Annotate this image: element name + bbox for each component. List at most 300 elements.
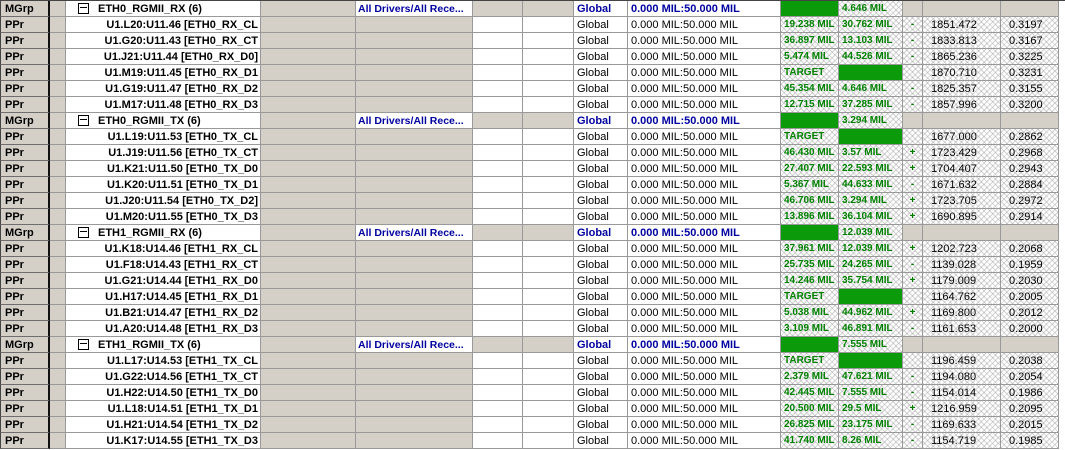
drivers-receivers-cell[interactable] — [356, 193, 473, 209]
object-name-cell[interactable] — [66, 209, 261, 225]
delta-value-cell[interactable]: TARGET — [781, 129, 839, 145]
delta-value-cell[interactable] — [781, 337, 839, 353]
margin-value-cell[interactable] — [839, 65, 903, 81]
empty-cell-a[interactable] — [473, 289, 523, 305]
object-name-cell[interactable] — [66, 81, 261, 97]
empty-cell-a[interactable] — [473, 369, 523, 385]
delay-rule-cell[interactable]: 0.000 MIL:50.000 MIL — [628, 209, 781, 225]
margin-value-cell[interactable]: 8.26 MIL — [839, 433, 903, 449]
delta-value-cell[interactable]: 27.407 MIL — [781, 161, 839, 177]
empty-cell-b[interactable] — [523, 97, 574, 113]
actual-length-cell[interactable]: 1164.762 — [923, 289, 1001, 305]
row-type-cell[interactable]: MGrp — [0, 337, 50, 353]
delta-value-cell[interactable]: TARGET — [781, 289, 839, 305]
margin-value-cell[interactable]: 3.57 MIL — [839, 145, 903, 161]
empty-cell-a[interactable] — [473, 241, 523, 257]
empty-cell-a[interactable] — [473, 273, 523, 289]
object-name-cell[interactable] — [66, 129, 261, 145]
drivers-receivers-cell[interactable] — [356, 257, 473, 273]
actual-length-cell[interactable]: 1179.009 — [923, 273, 1001, 289]
actual-length-cell[interactable]: 1154.014 — [923, 385, 1001, 401]
empty-cell-a[interactable] — [473, 225, 523, 241]
ratio-cell[interactable]: 0.2943 — [1001, 161, 1059, 177]
margin-value-cell[interactable]: 46.891 MIL — [839, 321, 903, 337]
sign-cell[interactable]: + — [903, 209, 923, 225]
empty-cell-b[interactable] — [523, 369, 574, 385]
object-name-cell[interactable] — [66, 385, 261, 401]
actual-length-cell[interactable]: 1169.800 — [923, 305, 1001, 321]
margin-value-cell[interactable]: 30.762 MIL — [839, 17, 903, 33]
margin-value-cell[interactable]: 3.294 MIL — [839, 193, 903, 209]
empty-cell-b[interactable] — [523, 385, 574, 401]
scope-cell[interactable]: Global — [574, 1, 628, 17]
actual-length-cell[interactable] — [923, 1, 1001, 17]
scope-cell[interactable]: Global — [574, 289, 628, 305]
sign-cell[interactable]: - — [903, 433, 923, 449]
drivers-receivers-cell[interactable]: All Drivers/All Rece... — [356, 113, 473, 129]
empty-cell-b[interactable] — [523, 33, 574, 49]
delta-value-cell[interactable] — [781, 225, 839, 241]
scope-cell[interactable]: Global — [574, 305, 628, 321]
margin-value-cell[interactable]: 35.754 MIL — [839, 273, 903, 289]
delta-value-cell[interactable]: TARGET — [781, 353, 839, 369]
row-type-cell[interactable]: PPr — [0, 177, 50, 193]
delay-rule-cell[interactable]: 0.000 MIL:50.000 MIL — [628, 193, 781, 209]
empty-cell-b[interactable] — [523, 193, 574, 209]
margin-value-cell[interactable]: 37.285 MIL — [839, 97, 903, 113]
sign-cell[interactable] — [903, 1, 923, 17]
empty-cell-a[interactable] — [473, 321, 523, 337]
delay-rule-cell[interactable]: 0.000 MIL:50.000 MIL — [628, 33, 781, 49]
row-type-cell[interactable]: PPr — [0, 33, 50, 49]
delta-value-cell[interactable] — [781, 1, 839, 17]
margin-value-cell[interactable]: 44.526 MIL — [839, 49, 903, 65]
scope-cell[interactable]: Global — [574, 241, 628, 257]
delta-value-cell[interactable]: 37.961 MIL — [781, 241, 839, 257]
delay-rule-cell[interactable]: 0.000 MIL:50.000 MIL — [628, 97, 781, 113]
ratio-cell[interactable]: 0.3167 — [1001, 33, 1059, 49]
delay-rule-cell[interactable]: 0.000 MIL:50.000 MIL — [628, 305, 781, 321]
empty-cell-b[interactable] — [523, 225, 574, 241]
sign-cell[interactable]: - — [903, 417, 923, 433]
scope-cell[interactable]: Global — [574, 33, 628, 49]
sign-cell[interactable] — [903, 289, 923, 305]
ratio-cell[interactable]: 0.3155 — [1001, 81, 1059, 97]
sign-cell[interactable]: + — [903, 161, 923, 177]
actual-length-cell[interactable]: 1825.357 — [923, 81, 1001, 97]
actual-length-cell[interactable]: 1723.429 — [923, 145, 1001, 161]
drivers-receivers-cell[interactable] — [356, 129, 473, 145]
delay-rule-cell[interactable]: 0.000 MIL:50.000 MIL — [628, 65, 781, 81]
actual-length-cell[interactable]: 1857.996 — [923, 97, 1001, 113]
object-name-cell[interactable] — [66, 337, 261, 353]
drivers-receivers-cell[interactable] — [356, 161, 473, 177]
delta-value-cell[interactable]: 36.897 MIL — [781, 33, 839, 49]
delay-rule-cell[interactable]: 0.000 MIL:50.000 MIL — [628, 81, 781, 97]
drivers-receivers-cell[interactable]: All Drivers/All Rece... — [356, 337, 473, 353]
row-type-cell[interactable]: PPr — [0, 273, 50, 289]
delta-value-cell[interactable] — [781, 113, 839, 129]
actual-length-cell[interactable]: 1139.028 — [923, 257, 1001, 273]
actual-length-cell[interactable] — [923, 113, 1001, 129]
empty-cell-b[interactable] — [523, 241, 574, 257]
object-name-cell[interactable] — [66, 225, 261, 241]
scope-cell[interactable]: Global — [574, 49, 628, 65]
row-type-cell[interactable]: PPr — [0, 81, 50, 97]
sign-cell[interactable]: - — [903, 257, 923, 273]
empty-cell-b[interactable] — [523, 417, 574, 433]
ratio-cell[interactable]: 0.3225 — [1001, 49, 1059, 65]
ratio-cell[interactable]: 0.1985 — [1001, 433, 1059, 449]
empty-cell-b[interactable] — [523, 177, 574, 193]
ratio-cell[interactable]: 0.2862 — [1001, 129, 1059, 145]
object-name-cell[interactable] — [66, 321, 261, 337]
actual-length-cell[interactable]: 1202.723 — [923, 241, 1001, 257]
sign-cell[interactable] — [903, 113, 923, 129]
margin-value-cell[interactable]: 36.104 MIL — [839, 209, 903, 225]
ratio-cell[interactable]: 0.3231 — [1001, 65, 1059, 81]
empty-cell-a[interactable] — [473, 385, 523, 401]
empty-cell-b[interactable] — [523, 17, 574, 33]
delta-value-cell[interactable]: 2.379 MIL — [781, 369, 839, 385]
actual-length-cell[interactable]: 1851.472 — [923, 17, 1001, 33]
ratio-cell[interactable]: 0.3200 — [1001, 97, 1059, 113]
row-type-cell[interactable]: PPr — [0, 129, 50, 145]
object-name-cell[interactable] — [66, 417, 261, 433]
delta-value-cell[interactable]: 12.715 MIL — [781, 97, 839, 113]
object-name-cell[interactable] — [66, 401, 261, 417]
empty-cell-a[interactable] — [473, 433, 523, 449]
sign-cell[interactable]: + — [903, 193, 923, 209]
row-type-cell[interactable]: PPr — [0, 65, 50, 81]
delay-rule-cell[interactable]: 0.000 MIL:50.000 MIL — [628, 401, 781, 417]
sign-cell[interactable]: + — [903, 273, 923, 289]
delay-rule-cell[interactable]: 0.000 MIL:50.000 MIL — [628, 225, 781, 241]
sign-cell[interactable]: + — [903, 145, 923, 161]
empty-cell-a[interactable] — [473, 209, 523, 225]
row-type-cell[interactable]: PPr — [0, 209, 50, 225]
empty-cell-b[interactable] — [523, 353, 574, 369]
empty-cell-b[interactable] — [523, 49, 574, 65]
actual-length-cell[interactable] — [923, 225, 1001, 241]
actual-length-cell[interactable]: 1870.710 — [923, 65, 1001, 81]
empty-cell-a[interactable] — [473, 305, 523, 321]
delay-rule-cell[interactable]: 0.000 MIL:50.000 MIL — [628, 17, 781, 33]
object-name-cell[interactable] — [66, 33, 261, 49]
drivers-receivers-cell[interactable]: All Drivers/All Rece... — [356, 225, 473, 241]
row-type-cell[interactable]: PPr — [0, 161, 50, 177]
delay-rule-cell[interactable]: 0.000 MIL:50.000 MIL — [628, 257, 781, 273]
object-name-cell[interactable] — [66, 49, 261, 65]
empty-cell-a[interactable] — [473, 49, 523, 65]
margin-value-cell[interactable]: 4.646 MIL — [839, 81, 903, 97]
empty-cell-a[interactable] — [473, 33, 523, 49]
ratio-cell[interactable]: 0.1959 — [1001, 257, 1059, 273]
empty-cell-a[interactable] — [473, 401, 523, 417]
margin-value-cell[interactable]: 4.646 MIL — [839, 1, 903, 17]
scope-cell[interactable]: Global — [574, 257, 628, 273]
scope-cell[interactable]: Global — [574, 369, 628, 385]
empty-cell-a[interactable] — [473, 417, 523, 433]
scope-cell[interactable]: Global — [574, 129, 628, 145]
scope-cell[interactable]: Global — [574, 225, 628, 241]
actual-length-cell[interactable] — [923, 337, 1001, 353]
object-name-cell[interactable] — [66, 177, 261, 193]
sign-cell[interactable]: - — [903, 49, 923, 65]
collapse-icon[interactable] — [78, 339, 89, 350]
empty-cell-b[interactable] — [523, 433, 574, 449]
actual-length-cell[interactable]: 1194.080 — [923, 369, 1001, 385]
scope-cell[interactable]: Global — [574, 113, 628, 129]
ratio-cell[interactable]: 0.2068 — [1001, 241, 1059, 257]
object-name-cell[interactable] — [66, 241, 261, 257]
sign-cell[interactable]: + — [903, 305, 923, 321]
row-type-cell[interactable]: PPr — [0, 289, 50, 305]
delta-value-cell[interactable]: 14.246 MIL — [781, 273, 839, 289]
scope-cell[interactable]: Global — [574, 433, 628, 449]
drivers-receivers-cell[interactable] — [356, 49, 473, 65]
delta-value-cell[interactable]: 25.735 MIL — [781, 257, 839, 273]
ratio-cell[interactable] — [1001, 225, 1059, 241]
delay-rule-cell[interactable]: 0.000 MIL:50.000 MIL — [628, 289, 781, 305]
row-type-cell[interactable]: PPr — [0, 17, 50, 33]
drivers-receivers-cell[interactable] — [356, 65, 473, 81]
empty-cell-a[interactable] — [473, 161, 523, 177]
actual-length-cell[interactable]: 1196.459 — [923, 353, 1001, 369]
object-name-cell[interactable] — [66, 433, 261, 449]
empty-cell-b[interactable] — [523, 257, 574, 273]
sign-cell[interactable]: + — [903, 241, 923, 257]
margin-value-cell[interactable]: 3.294 MIL — [839, 113, 903, 129]
delay-rule-cell[interactable]: 0.000 MIL:50.000 MIL — [628, 1, 781, 17]
delta-value-cell[interactable]: TARGET — [781, 65, 839, 81]
drivers-receivers-cell[interactable] — [356, 241, 473, 257]
delay-rule-cell[interactable]: 0.000 MIL:50.000 MIL — [628, 273, 781, 289]
margin-value-cell[interactable]: 44.962 MIL — [839, 305, 903, 321]
object-name-cell[interactable] — [66, 65, 261, 81]
empty-cell-b[interactable] — [523, 305, 574, 321]
empty-cell-b[interactable] — [523, 209, 574, 225]
ratio-cell[interactable]: 0.2914 — [1001, 209, 1059, 225]
delay-rule-cell[interactable]: 0.000 MIL:50.000 MIL — [628, 337, 781, 353]
drivers-receivers-cell[interactable] — [356, 321, 473, 337]
delta-value-cell[interactable]: 46.430 MIL — [781, 145, 839, 161]
scope-cell[interactable]: Global — [574, 17, 628, 33]
object-name-cell[interactable] — [66, 289, 261, 305]
sign-cell[interactable]: - — [903, 177, 923, 193]
ratio-cell[interactable]: 0.2968 — [1001, 145, 1059, 161]
delay-rule-cell[interactable]: 0.000 MIL:50.000 MIL — [628, 369, 781, 385]
empty-cell-b[interactable] — [523, 401, 574, 417]
ratio-cell[interactable]: 0.2884 — [1001, 177, 1059, 193]
object-name-cell[interactable] — [66, 305, 261, 321]
row-type-cell[interactable]: PPr — [0, 353, 50, 369]
sign-cell[interactable] — [903, 129, 923, 145]
scope-cell[interactable]: Global — [574, 401, 628, 417]
row-type-cell[interactable]: MGrp — [0, 225, 50, 241]
scope-cell[interactable]: Global — [574, 273, 628, 289]
actual-length-cell[interactable]: 1677.000 — [923, 129, 1001, 145]
delta-value-cell[interactable]: 5.038 MIL — [781, 305, 839, 321]
margin-value-cell[interactable]: 7.555 MIL — [839, 337, 903, 353]
row-type-cell[interactable]: PPr — [0, 305, 50, 321]
row-type-cell[interactable]: MGrp — [0, 1, 50, 17]
empty-cell-a[interactable] — [473, 353, 523, 369]
row-type-cell[interactable]: PPr — [0, 257, 50, 273]
empty-cell-b[interactable] — [523, 321, 574, 337]
scope-cell[interactable]: Global — [574, 417, 628, 433]
delay-rule-cell[interactable]: 0.000 MIL:50.000 MIL — [628, 417, 781, 433]
delay-rule-cell[interactable]: 0.000 MIL:50.000 MIL — [628, 177, 781, 193]
drivers-receivers-cell[interactable] — [356, 97, 473, 113]
delta-value-cell[interactable]: 45.354 MIL — [781, 81, 839, 97]
margin-value-cell[interactable] — [839, 289, 903, 305]
object-name-cell[interactable] — [66, 273, 261, 289]
margin-value-cell[interactable]: 22.593 MIL — [839, 161, 903, 177]
scope-cell[interactable]: Global — [574, 177, 628, 193]
scope-cell[interactable]: Global — [574, 337, 628, 353]
actual-length-cell[interactable]: 1833.813 — [923, 33, 1001, 49]
empty-cell-b[interactable] — [523, 273, 574, 289]
ratio-cell[interactable] — [1001, 1, 1059, 17]
delay-rule-cell[interactable]: 0.000 MIL:50.000 MIL — [628, 49, 781, 65]
scope-cell[interactable]: Global — [574, 145, 628, 161]
delay-rule-cell[interactable]: 0.000 MIL:50.000 MIL — [628, 353, 781, 369]
drivers-receivers-cell[interactable] — [356, 433, 473, 449]
empty-cell-a[interactable] — [473, 337, 523, 353]
empty-cell-b[interactable] — [523, 129, 574, 145]
row-type-cell[interactable]: PPr — [0, 433, 50, 449]
actual-length-cell[interactable]: 1690.895 — [923, 209, 1001, 225]
empty-cell-b[interactable] — [523, 1, 574, 17]
margin-value-cell[interactable]: 12.039 MIL — [839, 241, 903, 257]
scope-cell[interactable]: Global — [574, 161, 628, 177]
delay-rule-cell[interactable]: 0.000 MIL:50.000 MIL — [628, 113, 781, 129]
empty-cell-a[interactable] — [473, 177, 523, 193]
margin-value-cell[interactable]: 7.555 MIL — [839, 385, 903, 401]
row-type-cell[interactable]: PPr — [0, 241, 50, 257]
delay-rule-cell[interactable]: 0.000 MIL:50.000 MIL — [628, 241, 781, 257]
empty-cell-a[interactable] — [473, 97, 523, 113]
drivers-receivers-cell[interactable] — [356, 177, 473, 193]
drivers-receivers-cell[interactable] — [356, 273, 473, 289]
drivers-receivers-cell[interactable] — [356, 81, 473, 97]
scope-cell[interactable]: Global — [574, 193, 628, 209]
ratio-cell[interactable]: 0.2005 — [1001, 289, 1059, 305]
scope-cell[interactable]: Global — [574, 209, 628, 225]
sign-cell[interactable]: - — [903, 385, 923, 401]
actual-length-cell[interactable]: 1161.653 — [923, 321, 1001, 337]
ratio-cell[interactable] — [1001, 113, 1059, 129]
ratio-cell[interactable]: 0.2015 — [1001, 417, 1059, 433]
object-name-cell[interactable] — [66, 353, 261, 369]
sign-cell[interactable] — [903, 65, 923, 81]
margin-value-cell[interactable] — [839, 129, 903, 145]
row-type-cell[interactable]: PPr — [0, 145, 50, 161]
collapse-icon[interactable] — [78, 115, 89, 126]
ratio-cell[interactable]: 0.2000 — [1001, 321, 1059, 337]
empty-cell-a[interactable] — [473, 113, 523, 129]
empty-cell-a[interactable] — [473, 1, 523, 17]
collapse-icon[interactable] — [78, 227, 89, 238]
empty-cell-a[interactable] — [473, 65, 523, 81]
empty-cell-a[interactable] — [473, 145, 523, 161]
ratio-cell[interactable]: 0.2972 — [1001, 193, 1059, 209]
drivers-receivers-cell[interactable] — [356, 385, 473, 401]
drivers-receivers-cell[interactable] — [356, 33, 473, 49]
scope-cell[interactable]: Global — [574, 321, 628, 337]
sign-cell[interactable] — [903, 353, 923, 369]
actual-length-cell[interactable]: 1671.632 — [923, 177, 1001, 193]
drivers-receivers-cell[interactable] — [356, 17, 473, 33]
object-name-cell[interactable] — [66, 1, 261, 17]
ratio-cell[interactable]: 0.2012 — [1001, 305, 1059, 321]
object-name-cell[interactable] — [66, 113, 261, 129]
scope-cell[interactable]: Global — [574, 65, 628, 81]
delta-value-cell[interactable]: 42.445 MIL — [781, 385, 839, 401]
delta-value-cell[interactable]: 26.825 MIL — [781, 417, 839, 433]
row-type-cell[interactable]: MGrp — [0, 113, 50, 129]
empty-cell-b[interactable] — [523, 81, 574, 97]
drivers-receivers-cell[interactable] — [356, 289, 473, 305]
delay-rule-cell[interactable]: 0.000 MIL:50.000 MIL — [628, 129, 781, 145]
collapse-icon[interactable] — [78, 3, 89, 14]
sign-cell[interactable] — [903, 337, 923, 353]
scope-cell[interactable]: Global — [574, 353, 628, 369]
object-name-cell[interactable] — [66, 145, 261, 161]
object-name-cell[interactable] — [66, 161, 261, 177]
drivers-receivers-cell[interactable] — [356, 209, 473, 225]
scope-cell[interactable]: Global — [574, 385, 628, 401]
margin-value-cell[interactable]: 23.175 MIL — [839, 417, 903, 433]
drivers-receivers-cell[interactable] — [356, 417, 473, 433]
sign-cell[interactable] — [903, 225, 923, 241]
scope-cell[interactable]: Global — [574, 81, 628, 97]
scope-cell[interactable]: Global — [574, 97, 628, 113]
object-name-cell[interactable] — [66, 257, 261, 273]
empty-cell-b[interactable] — [523, 65, 574, 81]
ratio-cell[interactable]: 0.3197 — [1001, 17, 1059, 33]
empty-cell-a[interactable] — [473, 257, 523, 273]
actual-length-cell[interactable]: 1154.719 — [923, 433, 1001, 449]
actual-length-cell[interactable]: 1704.407 — [923, 161, 1001, 177]
row-type-cell[interactable]: PPr — [0, 49, 50, 65]
empty-cell-a[interactable] — [473, 129, 523, 145]
row-type-cell[interactable]: PPr — [0, 193, 50, 209]
ratio-cell[interactable]: 0.1986 — [1001, 385, 1059, 401]
delta-value-cell[interactable]: 13.896 MIL — [781, 209, 839, 225]
sign-cell[interactable]: - — [903, 17, 923, 33]
drivers-receivers-cell[interactable] — [356, 305, 473, 321]
margin-value-cell[interactable]: 47.621 MIL — [839, 369, 903, 385]
empty-cell-a[interactable] — [473, 17, 523, 33]
empty-cell-a[interactable] — [473, 81, 523, 97]
empty-cell-b[interactable] — [523, 289, 574, 305]
empty-cell-a[interactable] — [473, 193, 523, 209]
margin-value-cell[interactable]: 12.039 MIL — [839, 225, 903, 241]
object-name-cell[interactable] — [66, 17, 261, 33]
delay-rule-cell[interactable]: 0.000 MIL:50.000 MIL — [628, 145, 781, 161]
row-type-cell[interactable]: PPr — [0, 385, 50, 401]
drivers-receivers-cell[interactable] — [356, 401, 473, 417]
empty-cell-b[interactable] — [523, 113, 574, 129]
delay-rule-cell[interactable]: 0.000 MIL:50.000 MIL — [628, 161, 781, 177]
actual-length-cell[interactable]: 1723.705 — [923, 193, 1001, 209]
object-name-cell[interactable] — [66, 193, 261, 209]
delay-rule-cell[interactable]: 0.000 MIL:50.000 MIL — [628, 433, 781, 449]
margin-value-cell[interactable] — [839, 353, 903, 369]
sign-cell[interactable]: - — [903, 321, 923, 337]
